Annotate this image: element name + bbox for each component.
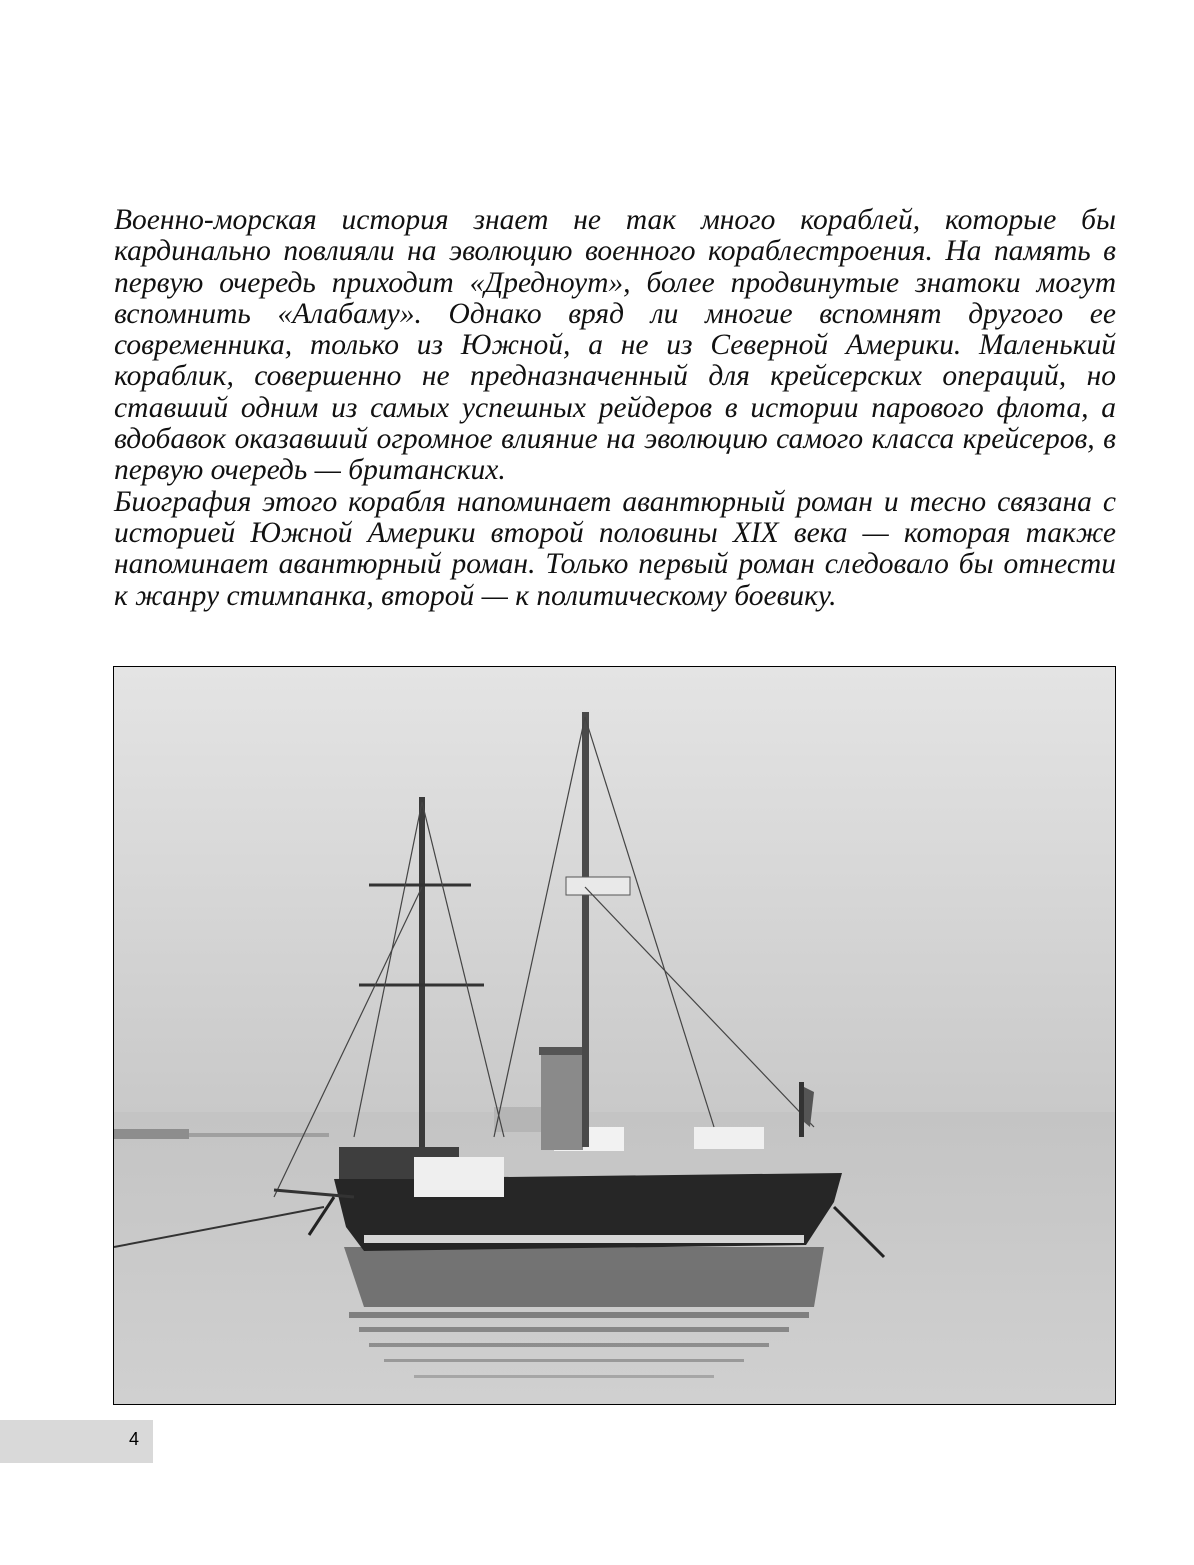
main-mast <box>582 712 589 1147</box>
ship-photo <box>113 666 1116 1405</box>
page-number: 4 <box>128 1429 139 1449</box>
page-number-tab <box>0 1420 153 1463</box>
ship-photo-icon <box>114 667 1115 1404</box>
paragraph-1: Военно-морская история знает не так много кораблей, которые бы кардинально повлияли на эволюцию военного кораблестроения. На память в первую очередь приходит «Дредноут», более продвинутые знатоки могут вспомнить «Алабаму». Однако вряд ли многие вспомнят другого ее современника, только из Южной, а не из Северной Америки. Маленький кораблик, совершенно не предназначенный для крейсерских операций, но ставший одним из самых успешных рейдеров в истории парового флота, а вдобавок оказавший огромное влияние на эволюцию самого класса крейсеров, в первую очередь — британских. <box>114 204 1116 487</box>
ship-funnel <box>541 1050 583 1150</box>
fore-mast <box>419 797 425 1147</box>
paragraph-2: Биография этого корабля напоминает авантюрный роман и тесно связана с историей Южной Америки второй половины XIX века — которая также напоминает авантюрный роман. Только первый роман следовало бы отнести к жанру стимпанка, второй — к политическому боевику. <box>114 485 1116 612</box>
article-text <box>114 205 1116 612</box>
distant-pier <box>114 1129 189 1139</box>
